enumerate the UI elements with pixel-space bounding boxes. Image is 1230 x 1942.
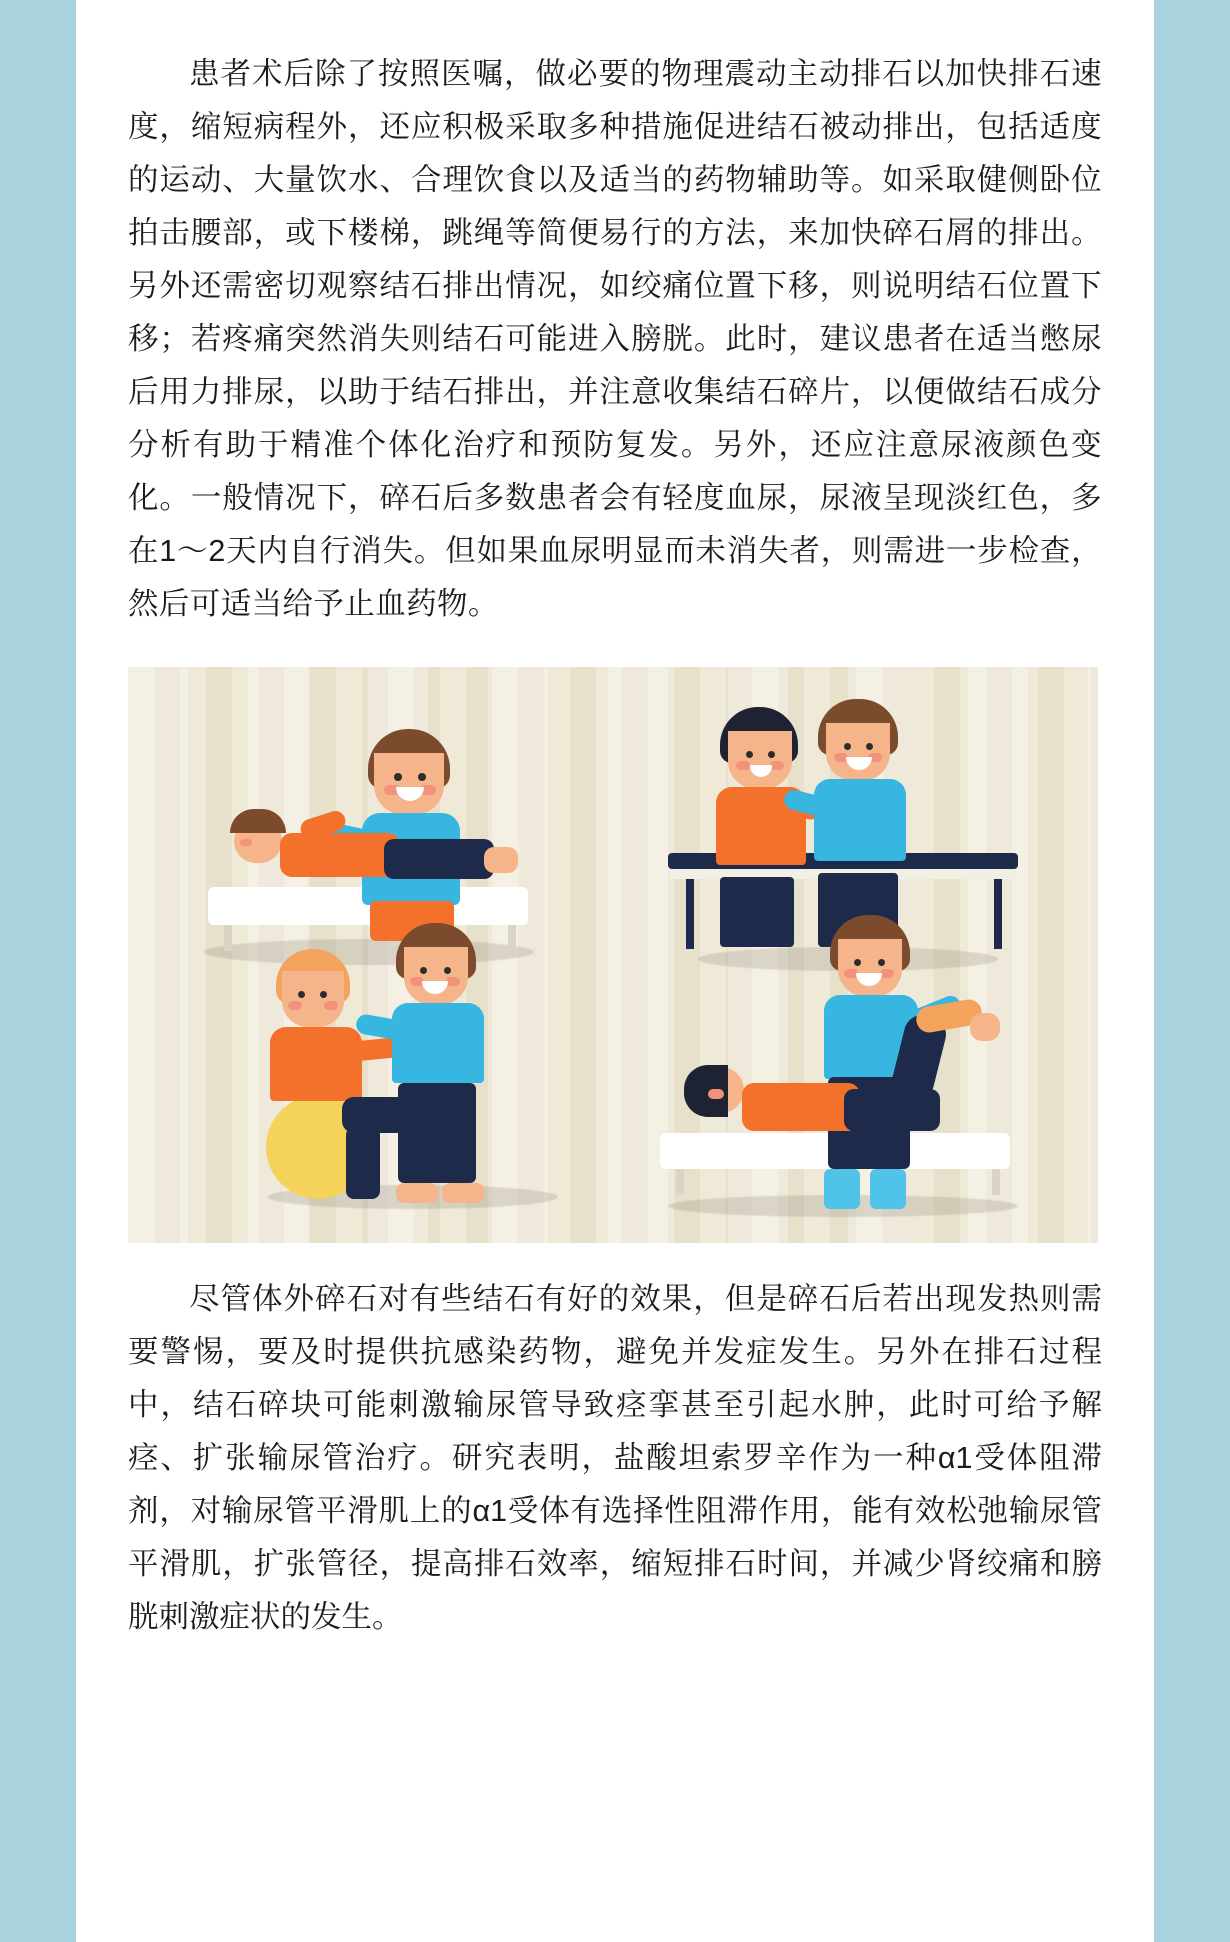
scene-supine-knee-exercise bbox=[648, 907, 1048, 1217]
document-page bbox=[76, 0, 1154, 1942]
paragraph-bottom: 尽管体外碎石对有些结石有好的效果，但是碎石后若出现发热则需要警惕，要及时提供抗感染药物，避免并发症发生。另外在排石过程中，结石碎块可能刺激输尿管导致痉挛甚至引起水肿，此时可给予解痉、扩张输尿管治疗。研究表明，盐酸坦索罗辛作为一种α1受体阻滞剂，对输尿管平滑肌上的α1受体有选择性阻滞作用，能有效松弛输尿管平滑肌，扩张管径，提高排石效率，缩短排石时间，并减少肾绞痛和膀胱刺激症状的发生。 bbox=[128, 1282, 1102, 1634]
scene-balance-ball-training bbox=[238, 917, 598, 1217]
illustration-figure bbox=[128, 667, 1098, 1243]
paragraph-top: 患者术后除了按照医嘱，做必要的物理震动主动排石以加快排石速度，缩短病程外，还应积极采取多种措施促进结石被动排出，包括适度的运动、大量饮水、合理饮食以及适当的药物辅助等。如采取健侧卧位拍击腰部，或下楼梯，跳绳等简便易行的方法，来加快碎石屑的排出。另外还需密切观察结石排出情况，如绞痛位置下移，则说明结石位置下移；若疼痛突然消失则结石可能进入膀胱。此时，建议患者在适当憋尿后用力排尿，以助于结石排出，并注意收集结石碎片，以便做结石成分分析有助于精准个体化治疗和预防复发。另外，还应注意尿液颜色变化。一般情况下，碎石后多数患者会有轻度血尿，尿液呈现淡红色，多在1～2天内自行消失。但如果血尿明显而未消失者，则需进一步检查，然后可适当给予止血药物。 bbox=[128, 57, 1102, 621]
